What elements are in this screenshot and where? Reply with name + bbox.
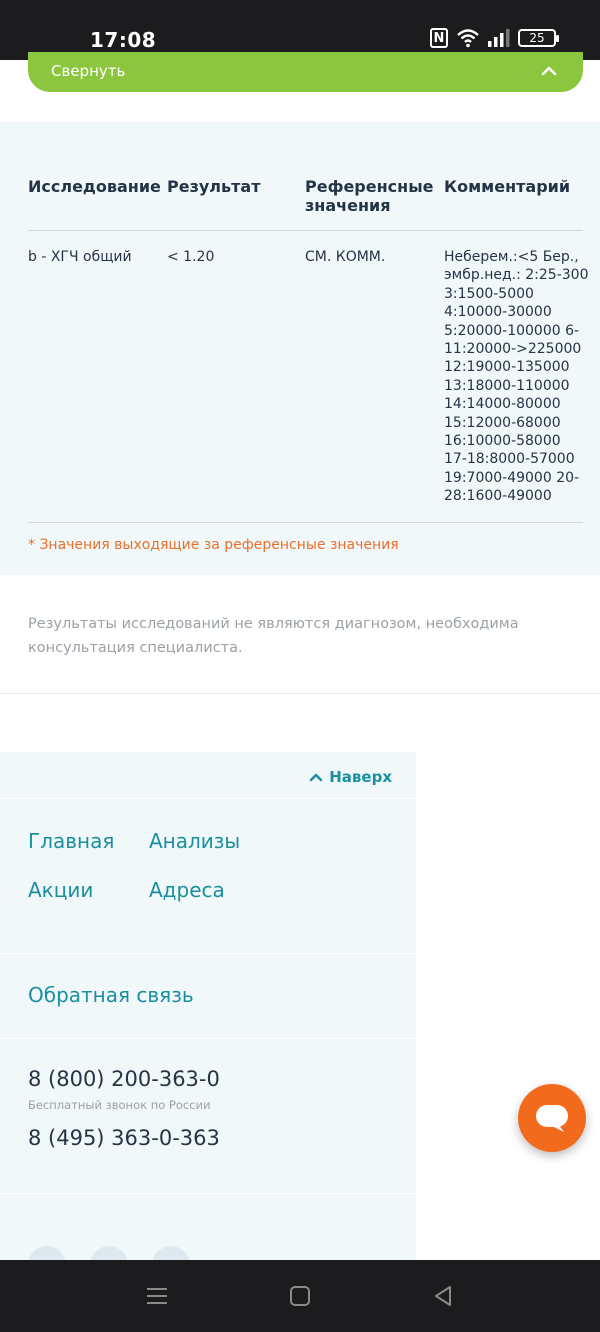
cell-reference: СМ. КОММ.: [305, 249, 386, 265]
header-reference-line2: значения: [305, 196, 391, 215]
status-icons: [430, 28, 556, 48]
header-result: Результат: [167, 177, 261, 196]
header-reference: [305, 177, 434, 215]
comment-line: 28:1600-49000: [444, 488, 552, 505]
comment-line: 12:19000-135000: [444, 359, 570, 376]
phone-free-note: Бесплатный звонок по России: [28, 1098, 211, 1112]
footer-link-home[interactable]: Главная: [28, 829, 115, 853]
out-of-range-note: * Значения выходящие за референсные значения: [28, 537, 399, 553]
results-panel: [0, 122, 600, 575]
signal-icon: [488, 29, 510, 47]
header-study: Исследование: [28, 177, 161, 196]
comment-line: 3:1500-5000: [444, 285, 534, 302]
comment-line: 5:20000-100000 6-: [444, 322, 580, 339]
section-divider: [0, 693, 600, 694]
footer-link-addresses[interactable]: Адреса: [149, 878, 225, 902]
comment-line: 14:14000-80000: [444, 396, 561, 413]
phone-moscow-link[interactable]: 8 (495) 363-0-363: [28, 1126, 220, 1150]
chat-bubble-icon: [518, 1084, 586, 1152]
comment-line: 19:7000-49000 20-: [444, 469, 580, 486]
comment-line: 4:10000-30000: [444, 304, 552, 321]
chevron-up-icon: [309, 771, 323, 783]
disclaimer-text: Результаты исследований не являются диагнозом, необходима консультация специалиста.: [28, 616, 519, 656]
comment-line: 11:20000->225000: [444, 341, 582, 358]
comment-line: 13:18000-110000: [444, 377, 570, 394]
footer-divider: [0, 953, 416, 954]
status-time: 17:08: [90, 28, 157, 52]
footer-divider: [0, 1193, 416, 1194]
chevron-up-icon: [539, 61, 559, 81]
back-to-top-link[interactable]: [309, 768, 392, 786]
collapse-label: Свернуть: [51, 62, 126, 80]
header-reference-line1: Референсные: [305, 177, 434, 196]
footer: [0, 752, 416, 1272]
battery-icon: 25: [518, 29, 556, 47]
footer-divider: [0, 1038, 416, 1039]
comment-line: эмбр.нед.: 2:25-300: [444, 267, 589, 284]
footer-divider: [0, 798, 416, 799]
table-header-divider: [28, 230, 583, 231]
back-icon[interactable]: [429, 1282, 457, 1310]
home-icon[interactable]: [286, 1282, 314, 1310]
cell-comment: [444, 248, 589, 506]
system-nav-bar: [0, 1260, 600, 1332]
comment-line: 16:10000-58000: [444, 433, 561, 450]
chat-button[interactable]: [518, 1084, 586, 1152]
status-bar: [0, 0, 600, 60]
nfc-icon: N: [430, 28, 448, 48]
cell-result: < 1.20: [167, 249, 215, 265]
feedback-link[interactable]: Обратная связь: [28, 983, 194, 1007]
menu-icon[interactable]: [143, 1282, 171, 1310]
cell-study: b - ХГЧ общий: [28, 249, 132, 265]
comment-line: 15:12000-68000: [444, 414, 561, 431]
table-bottom-divider: [28, 522, 583, 523]
collapse-button[interactable]: [28, 52, 583, 92]
comment-line: Неберем.:<5 Бер.,: [444, 249, 579, 265]
phone-free-link[interactable]: 8 (800) 200-363-0: [28, 1067, 220, 1091]
header-comment: Комментарий: [444, 177, 571, 196]
back-to-top-label: Наверх: [329, 768, 392, 786]
footer-link-promos[interactable]: Акции: [28, 878, 94, 902]
wifi-icon: [456, 28, 480, 48]
footer-link-analyses[interactable]: Анализы: [149, 829, 241, 853]
comment-line: 17-18:8000-57000: [444, 451, 575, 468]
